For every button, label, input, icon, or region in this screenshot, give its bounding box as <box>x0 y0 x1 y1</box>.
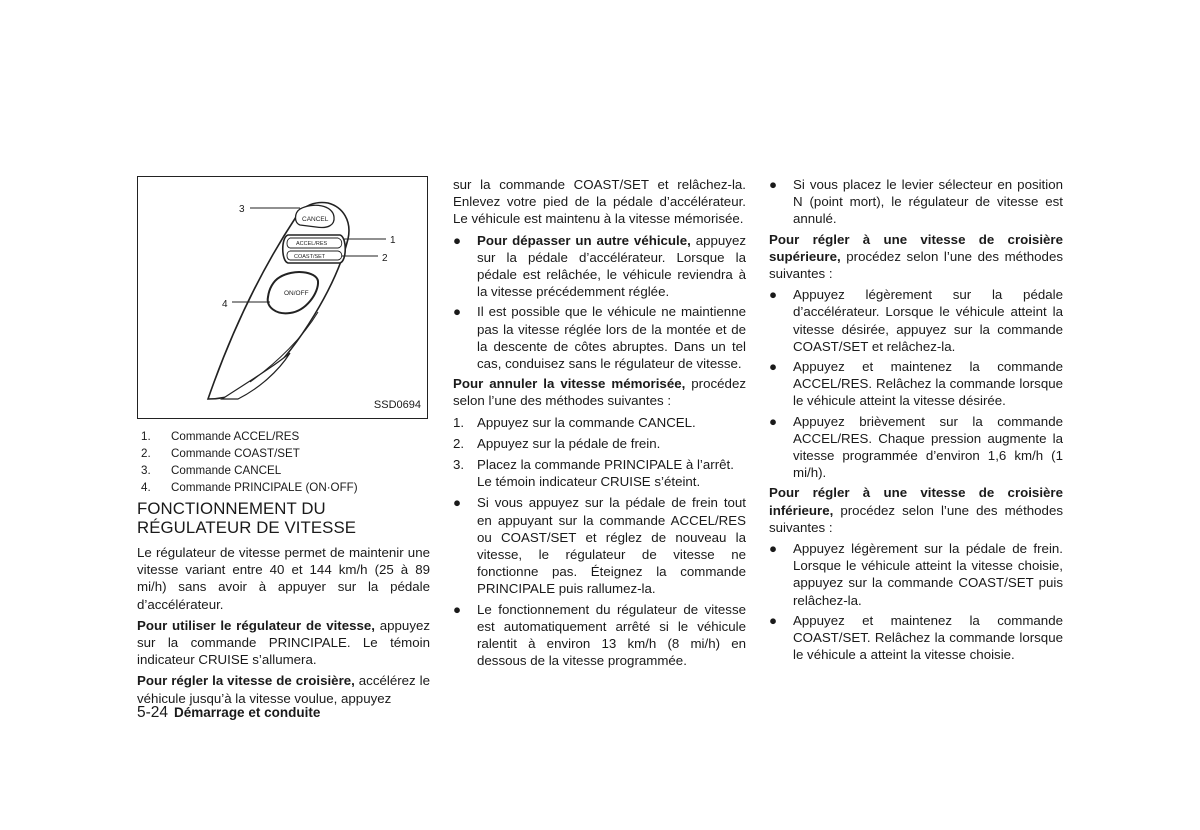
list-item: ● Appuyez légèrement sur la pédale de frein. Lorsque le véhicule atteint la vitesse choisie, appuyez sur la commande COAST/SET puis relâchez-la. <box>769 541 1063 608</box>
figure-code: SSD0694 <box>373 398 421 411</box>
figure-legend <box>137 428 430 496</box>
svg-text:COAST/SET: COAST/SET <box>294 254 326 260</box>
legend-item: 2. Commande COAST/SET <box>141 447 300 460</box>
callout-1: 1 <box>390 235 396 246</box>
bullet-icon: ● <box>769 287 778 303</box>
list-item: ● Appuyez et maintenez la commande COAST/SET. Relâchez la commande lorsque le véhicule a atteint la vitesse choisie. <box>769 612 1063 663</box>
svg-text:ACCEL/RES: ACCEL/RES <box>296 241 328 247</box>
steering-switch-illustration <box>138 177 429 420</box>
numbered-item: 1. Appuyez sur la commande CANCEL. <box>453 414 696 430</box>
column-2 <box>453 176 746 672</box>
cancel-paragraph: Pour annuler la vitesse mémorisée, procédez selon l’une des méthodes suivantes : <box>453 376 746 409</box>
bullet-icon: ● <box>769 541 778 557</box>
bullet-icon: ● <box>453 304 462 320</box>
list-item: ● Si vous appuyez sur la pédale de frein tout en appuyant sur la commande ACCEL/RES ou COAST/SET et réglez de nouveau la vitesse, le régulateur de vitesse ne fonctionne pas. Éteignez la commande PRINCIPALE puis rallumez-la. <box>453 495 746 597</box>
section-heading: FONCTIONNEMENT DU RÉGULATEUR DE VITESSE <box>137 499 357 537</box>
column-1 <box>137 176 430 711</box>
column-3 <box>769 176 1063 666</box>
page-number: 5-24 <box>137 704 169 721</box>
list-item: ● Appuyez légèrement sur la pédale d’accélérateur. Lorsque le véhicule atteint la vitesse désirée, appuyez sur la commande COAST/SET et relâchez-la. <box>769 287 1063 354</box>
set-speed-continued: sur la commande COAST/SET et relâchez-la. Enlevez votre pied de la pédale d’accélérateur. Le véhicule est maintenu à la vitesse mémorisée. <box>453 177 746 227</box>
cruise-control-figure <box>137 176 428 419</box>
legend-item: 3. Commande CANCEL <box>141 464 282 477</box>
bullet-icon: ● <box>769 359 778 375</box>
higher-speed-paragraph: Pour régler à une vitesse de croisière supérieure, procédez selon l’une des méthodes suivantes : <box>769 231 1063 282</box>
bullet-icon: ● <box>453 232 462 248</box>
svg-text:ON/OFF: ON/OFF <box>284 290 309 297</box>
legend-item: 1. Commande ACCEL/RES <box>141 430 300 443</box>
bullet-icon: ● <box>453 601 462 617</box>
numbered-item: 3. Placez la commande PRINCIPALE à l’arrêt. Le témoin indicateur CRUISE s’éteint. <box>453 457 734 490</box>
use-paragraph: Pour utiliser le régulateur de vitesse, appuyez sur la commande PRINCIPALE. Le témoin indicateur CRUISE s’allumera. <box>137 617 431 668</box>
list-item: ● Le fonctionnement du régulateur de vitesse est automatiquement arrêté si le véhicule ralentit à environ 13 km/h (8 mi/h) en dessous de la vitesse programmée. <box>453 601 746 669</box>
bullet-icon: ● <box>769 177 778 192</box>
set-speed-paragraph: Pour régler la vitesse de croisière, accélérez le véhicule jusqu’à la vitesse voulue, appuyez <box>137 673 430 706</box>
bullet-icon: ● <box>453 495 462 511</box>
callout-4: 4 <box>222 299 228 310</box>
numbered-item: 2. Appuyez sur la pédale de frein. <box>453 435 661 451</box>
list-item: ● Il est possible que le véhicule ne maintienne pas la vitesse réglée lors de la montée et de la descente de côtes abruptes. Dans un tel cas, conduisez sans le régulateur de vitesse. <box>453 304 746 372</box>
section-title: Démarrage et conduite <box>174 705 321 720</box>
list-item: ● Appuyez brièvement sur la commande ACCEL/RES. Chaque pression augmente la vitesse programmée d’environ 1,6 km/h (1 mi/h). <box>769 413 1063 481</box>
svg-text:CANCEL: CANCEL <box>302 216 329 223</box>
callout-3: 3 <box>239 204 245 215</box>
list-item: ● Appuyez et maintenez la commande ACCEL/RES. Relâchez la commande lorsque le véhicule atteint la vitesse désirée. <box>769 359 1063 409</box>
intro-paragraph: Le régulateur de vitesse permet de maintenir une vitesse variant entre 40 et 144 km/h (25 à 89 mi/h) sans avoir à appuyer sur la pédale d’accélérateur. <box>137 545 430 612</box>
callout-2: 2 <box>382 253 388 264</box>
list-item: ● Pour dépasser un autre véhicule, appuyez sur la pédale d’accélérateur. Lorsque la pédale est relâchée, le véhicule reviendra à la vitesse précédemment réglée. <box>453 232 746 300</box>
list-item: ● Si vous placez le levier sélecteur en position N (point mort), le régulateur de vitesse est annulé. <box>769 177 1063 227</box>
lower-speed-paragraph: Pour régler à une vitesse de croisière inférieure, procédez selon l’une des méthodes suivantes : <box>769 485 1063 535</box>
bullet-icon: ● <box>769 612 778 628</box>
legend-item: 4. Commande PRINCIPALE (ON·OFF) <box>141 481 358 494</box>
page-footer <box>137 704 320 722</box>
bullet-icon: ● <box>769 413 778 429</box>
